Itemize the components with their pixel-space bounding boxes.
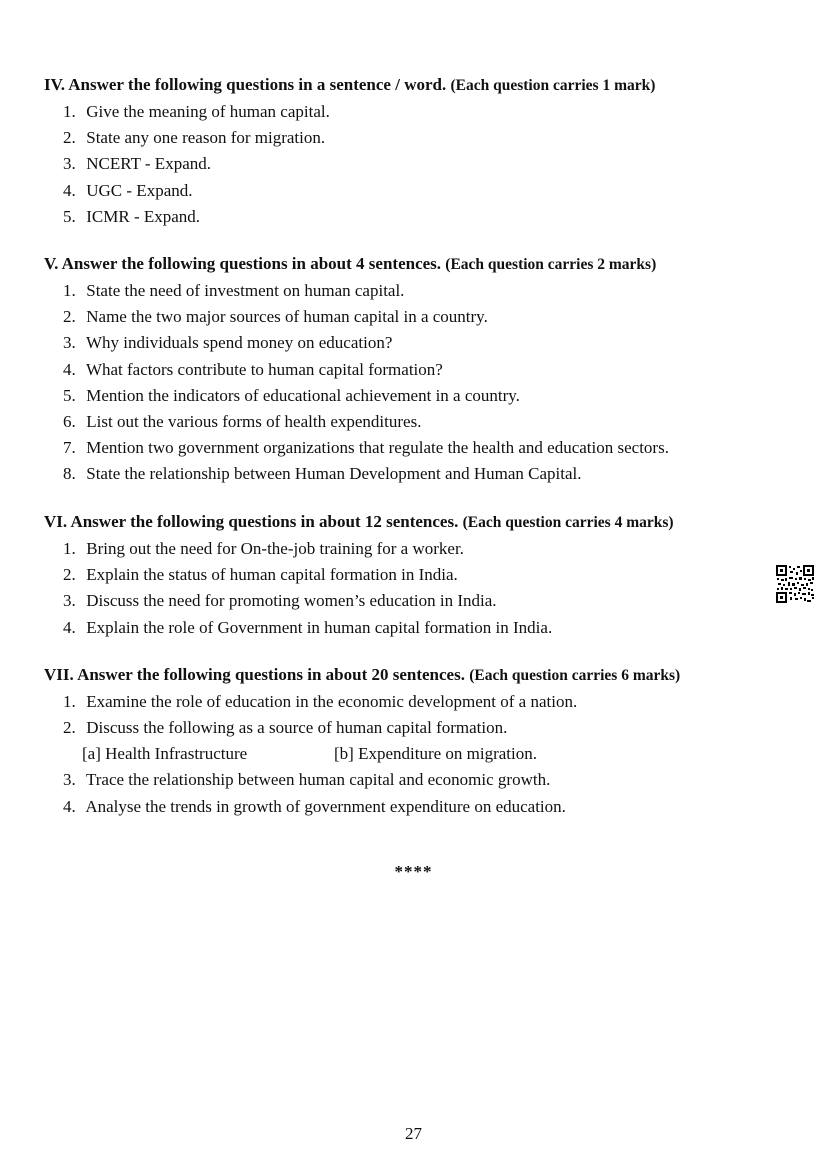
section-marks: (Each question carries 1 mark) — [450, 77, 656, 94]
question-item — [44, 357, 804, 383]
section-title: VI. Answer the following questions in about 12 sentences. — [44, 512, 459, 531]
question-item — [44, 562, 804, 588]
question-item — [44, 435, 804, 461]
section-iv-heading — [44, 72, 804, 99]
question-text: What factors contribute to human capital formation? — [85, 359, 443, 379]
question-text: State the need of investment on human capital. — [86, 281, 405, 300]
question-text: Discuss the following as a source of human capital formation. — [86, 718, 508, 738]
question-text: Give the meaning of human capital. — [86, 102, 330, 121]
question-number: 5. — [63, 385, 76, 405]
qr-code-icon — [776, 565, 814, 603]
question-number: 5. — [63, 206, 76, 226]
question-number: 2. — [63, 128, 76, 148]
question-text: Explain the role of Government in human capital formation in India. — [86, 617, 553, 637]
question-item — [44, 204, 804, 230]
section-vii — [44, 662, 804, 820]
section-vi-heading — [44, 509, 804, 536]
question-item — [44, 178, 804, 204]
question-number: 2. — [63, 307, 76, 327]
question-item — [44, 794, 804, 820]
question-number: 2. — [63, 718, 76, 738]
question-number: 1. — [63, 539, 76, 558]
question-list — [44, 278, 804, 488]
section-v-heading — [44, 251, 804, 278]
question-text: Explain the status of human capital formation in India. — [86, 565, 458, 585]
sub-item-b: [b] Expenditure on migration. — [334, 744, 538, 764]
question-text: List out the various forms of health expenditures. — [86, 412, 422, 432]
question-item — [44, 536, 804, 562]
question-list — [44, 99, 804, 230]
question-item — [44, 278, 804, 304]
question-item — [44, 409, 804, 435]
question-item — [44, 99, 804, 125]
question-text: Analyse the trends in growth of government expenditure on education. — [85, 796, 566, 816]
question-text: ICMR - Expand. — [86, 206, 201, 226]
section-marks: (Each question carries 6 marks) — [469, 667, 681, 684]
question-text: State the relationship between Human Development and Human Capital. — [86, 464, 582, 484]
page-number: 27 — [405, 1124, 422, 1143]
question-item — [44, 715, 804, 741]
question-number: 3. — [63, 770, 76, 790]
question-list — [44, 536, 804, 641]
question-text: UGC - Expand. — [86, 180, 193, 200]
section-vii-heading — [44, 662, 804, 689]
question-number: 4. — [63, 359, 76, 379]
question-text: Trace the relationship between human capital and economic growth. — [85, 770, 551, 790]
question-number: 4. — [63, 796, 76, 816]
section-iv — [44, 72, 804, 230]
question-number: 8. — [63, 464, 76, 484]
question-text: Why individuals spend money on education? — [85, 333, 393, 353]
question-item — [44, 125, 804, 151]
end-marker: **** — [394, 862, 433, 881]
question-item — [44, 689, 804, 715]
sub-item-row — [44, 741, 804, 767]
question-item — [44, 330, 804, 356]
question-text: Mention two government organizations that regulate the health and education sectors. — [86, 438, 669, 458]
question-item — [44, 767, 804, 793]
question-number: 1. — [63, 281, 76, 300]
question-text: Discuss the need for promoting women’s education in India. — [86, 591, 497, 611]
question-text: Examine the role of education in the economic development of a nation. — [86, 692, 578, 711]
question-number: 6. — [63, 412, 76, 432]
question-item — [44, 304, 804, 330]
question-text: Mention the indicators of educational achievement in a country. — [86, 385, 520, 405]
question-number: 1. — [63, 102, 76, 121]
question-item — [44, 383, 804, 409]
section-marks: (Each question carries 4 marks) — [462, 514, 674, 531]
question-text: NCERT - Expand. — [86, 154, 211, 174]
section-v — [44, 251, 804, 488]
question-item — [44, 615, 804, 641]
section-title: V. Answer the following questions in about 4 sentences. — [44, 254, 442, 273]
question-text: State any one reason for migration. — [86, 128, 326, 148]
section-title: VII. Answer the following questions in about 20 sentences. — [44, 665, 465, 684]
section-marks: (Each question carries 2 marks) — [445, 256, 657, 273]
question-text: Bring out the need for On-the-job training for a worker. — [86, 539, 464, 558]
question-number: 4. — [63, 617, 76, 637]
sub-item-a: [a] Health Infrastructure — [82, 744, 248, 764]
section-vi — [44, 509, 804, 641]
question-number: 1. — [63, 692, 76, 711]
question-number: 3. — [63, 591, 76, 611]
question-text: Name the two major sources of human capital in a country. — [86, 307, 488, 327]
question-number: 2. — [63, 565, 76, 585]
question-number: 4. — [63, 180, 76, 200]
question-number: 3. — [63, 154, 76, 174]
question-list — [44, 689, 804, 820]
question-number: 7. — [63, 438, 76, 458]
question-item — [44, 588, 804, 614]
question-item — [44, 151, 804, 177]
section-title: IV. Answer the following questions in a sentence / word. — [44, 75, 447, 94]
question-number: 3. — [63, 333, 76, 353]
question-item — [44, 461, 804, 487]
